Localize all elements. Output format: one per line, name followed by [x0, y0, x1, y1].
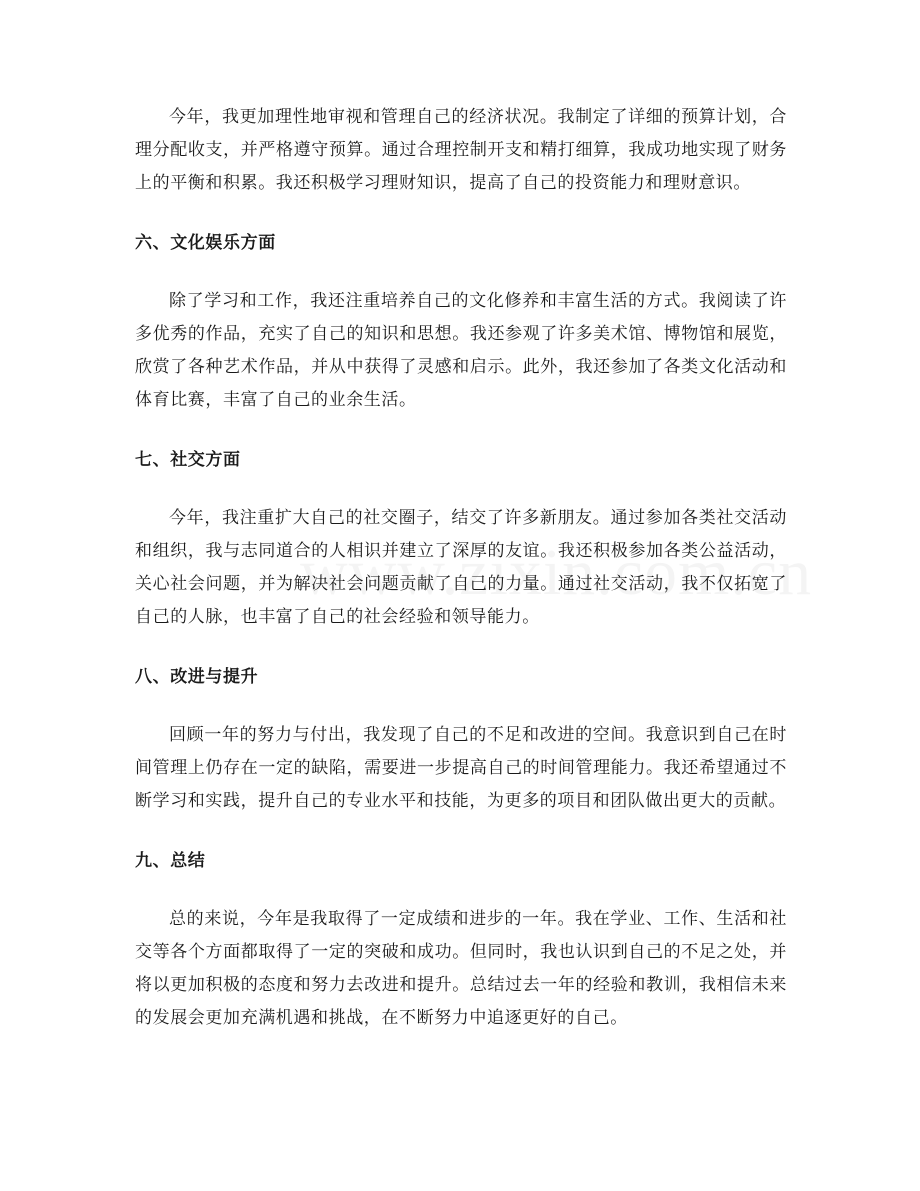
paragraph-culture-entertainment: 除了学习和工作，我还注重培养自己的文化修养和丰富生活的方式。我阅读了许多优秀的作品，充实了自己的知识和思想。我还参观了许多美术馆、博物馆和展览，欣赏了各种艺术作品，并从中获得了灵感和启示。此外，我还参加了各类文化活动和体育比赛，丰富了自己的业余生活。: [135, 291, 787, 410]
heading-summary: 九、总结: [135, 851, 206, 871]
heading-social: 七、社交方面: [135, 450, 241, 470]
paragraph-improvement: 回顾一年的努力与付出，我发现了自己的不足和改进的空间。我意识到自己在时间管理上仍存在一定的缺陷，需要进一步提高自己的时间管理能力。我还希望通过不断学习和实践，提升自己的专业水平和技能，为更多的项目和团队做出更大的贡献。: [135, 725, 787, 811]
heading-culture-entertainment: 六、文化娱乐方面: [135, 233, 276, 253]
heading-improvement: 八、改进与提升: [135, 667, 259, 687]
paragraph-finance: 今年，我更加理性地审视和管理自己的经济状况。我制定了详细的预算计划，合理分配收支，并严格遵守预算。通过合理控制开支和精打细算，我成功地实现了财务上的平衡和积累。我还积极学习理财知识，提高了自己的投资能力和理财意识。: [135, 107, 787, 193]
paragraph-summary: 总的来说，今年是我取得了一定成绩和进步的一年。我在学业、工作、生活和社交等各个方面都取得了一定的突破和成功。但同时，我也认识到自己的不足之处，并将以更加积极的态度和努力去改进和提升。总结过去一年的经验和教训，我相信未来的发展会更加充满机遇和挑战，在不断努力中追逐更好的自己。: [135, 909, 787, 1028]
document-body: [135, 101, 787, 1035]
paragraph-social: 今年，我注重扩大自己的社交圈子，结交了许多新朋友。通过参加各类社交活动和组织，我与志同道合的人相识并建立了深厚的友谊。我还积极参加各类公益活动，关心社会问题，并为解决社会问题贡献了自己的力量。通过社交活动，我不仅拓宽了自己的人脉，也丰富了自己的社会经验和领导能力。: [135, 508, 787, 627]
